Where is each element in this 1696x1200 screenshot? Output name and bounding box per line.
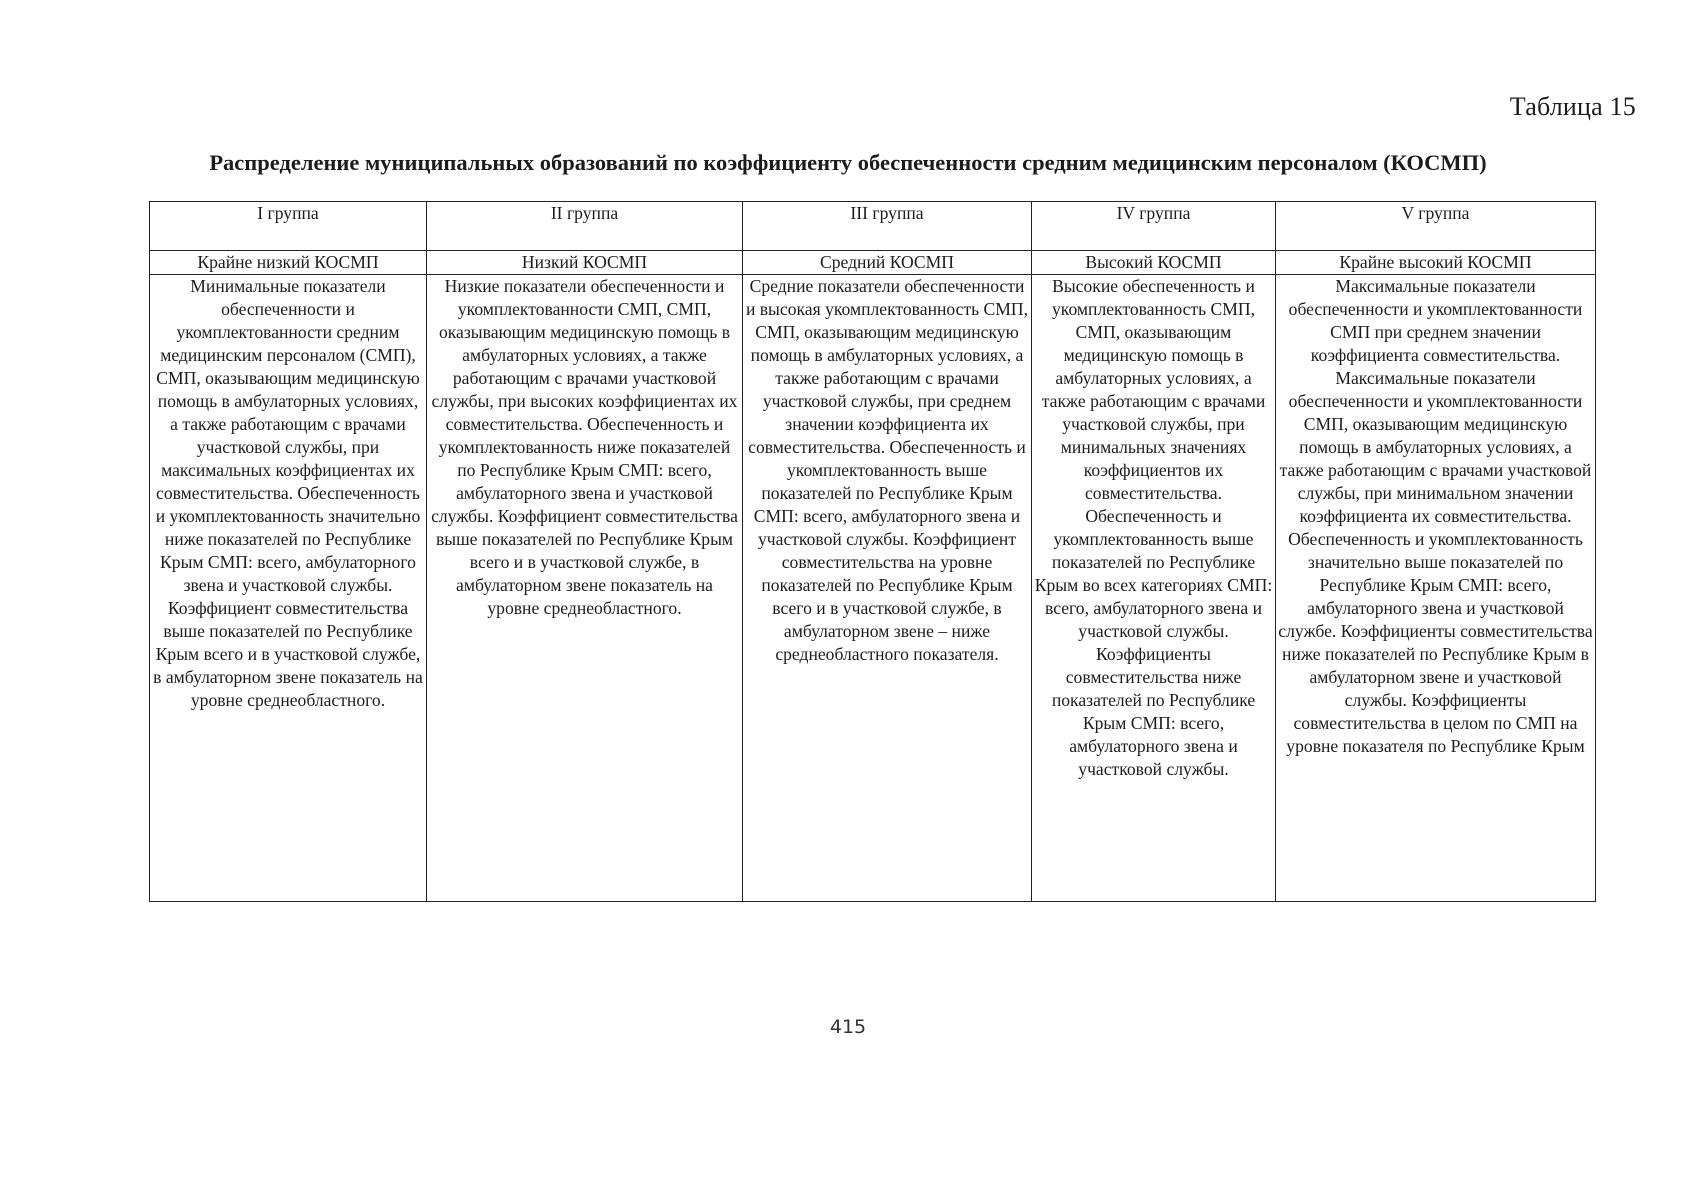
group-header-cell: III группа: [743, 202, 1032, 251]
group-header-cell: I группа: [150, 202, 427, 251]
distribution-table: [149, 201, 1596, 902]
level-row: [150, 251, 1596, 275]
level-cell: Средний КОСМП: [743, 251, 1032, 275]
level-cell: Высокий КОСМП: [1032, 251, 1276, 275]
description-cell: Низкие показатели обеспеченности и укомплектованности СМП, СМП, оказывающим медицинскую помощь в амбулаторных условиях, а также работающим с врачами участковой службы, при высоких коэффициентах их совместительства. Обеспеченность и укомплектованность ниже показателей по Республике Крым СМП: всего, амбулаторного звена и участковой службы. Коэффициент совместительства выше показателей по Республике Крым всего и в участковой службе, в амбулаторном звене показатель на уровне среднеобластного.: [427, 275, 743, 902]
description-cell: Средние показатели обеспеченности и высокая укомплектованность СМП, СМП, оказывающим медицинскую помощь в амбулаторных условиях, а также работающим с врачами участковой службы, при среднем значении коэффициента их совместительства. Обеспеченность и укомплектованность выше показателей по Республике Крым СМП: всего, амбулаторного звена и участковой службы. Коэффициент совместительства на уровне показателей по Республике Крым всего и в участковой службе, в амбулаторном звене – ниже среднеобластного показателя.: [743, 275, 1032, 902]
document-title: Распределение муниципальных образований по коэффициенту обеспеченности средним медицинским персоналом (КОСМП): [209, 150, 1487, 175]
level-cell: Крайне низкий КОСМП: [150, 251, 427, 275]
description-cell: Минимальные показатели обеспеченности и укомплектованности средним медицинским персоналом (СМП), СМП, оказывающим медицинскую помощь в амбулаторных условиях, а также работающим с врачами участковой службы, при максимальных коэффициентах их совместительства. Обеспеченность и укомплектованность значительно ниже показателей по Республике Крым СМП: всего, амбулаторного звена и участковой службы. Коэффициент совместительства выше показателей по Республике Крым всего и в участковой службе, в амбулаторном звене показатель на уровне среднеобластного.: [150, 275, 427, 902]
group-header-cell: II группа: [427, 202, 743, 251]
group-header-cell: V группа: [1276, 202, 1596, 251]
group-header-cell: IV группа: [1032, 202, 1276, 251]
level-cell: Низкий КОСМП: [427, 251, 743, 275]
table-label: Таблица 15: [1509, 92, 1636, 121]
group-header-row: [150, 202, 1596, 251]
description-cell: Высокие обеспеченность и укомплектованность СМП, СМП, оказывающим медицинскую помощь в амбулаторных условиях, а также работающим с врачами участковой службы, при минимальных значениях коэффициентов их совместительства. Обеспеченность и укомплектованность выше показателей по Республике Крым во всех категориях СМП: всего, амбулаторного звена и участковой службы. Коэффициенты совместительства ниже показателей по Республике Крым СМП: всего, амбулаторного звена и участковой службы.: [1032, 275, 1276, 902]
description-cell: Максимальные показатели обеспеченности и укомплектованности СМП при среднем значении коэффициента совместительства. Максимальные показатели обеспеченности и укомплектованности СМП, оказывающим медицинскую помощь в амбулаторных условиях, а также работающим с врачами участковой службы, при минимальном значении коэффициента их совместительства. Обеспеченность и укомплектованность значительно выше показателей по Республике Крым СМП: всего, амбулаторного звена и участковой службе. Коэффициенты совместительства ниже показателей по Республике Крым в амбулаторном звене и участковой службы. Коэффициенты совместительства в целом по СМП на уровне показателя по Республике Крым: [1276, 275, 1596, 902]
page-number: 415: [829, 1016, 867, 1038]
description-row: [150, 275, 1596, 902]
level-cell: Крайне высокий КОСМП: [1276, 251, 1596, 275]
